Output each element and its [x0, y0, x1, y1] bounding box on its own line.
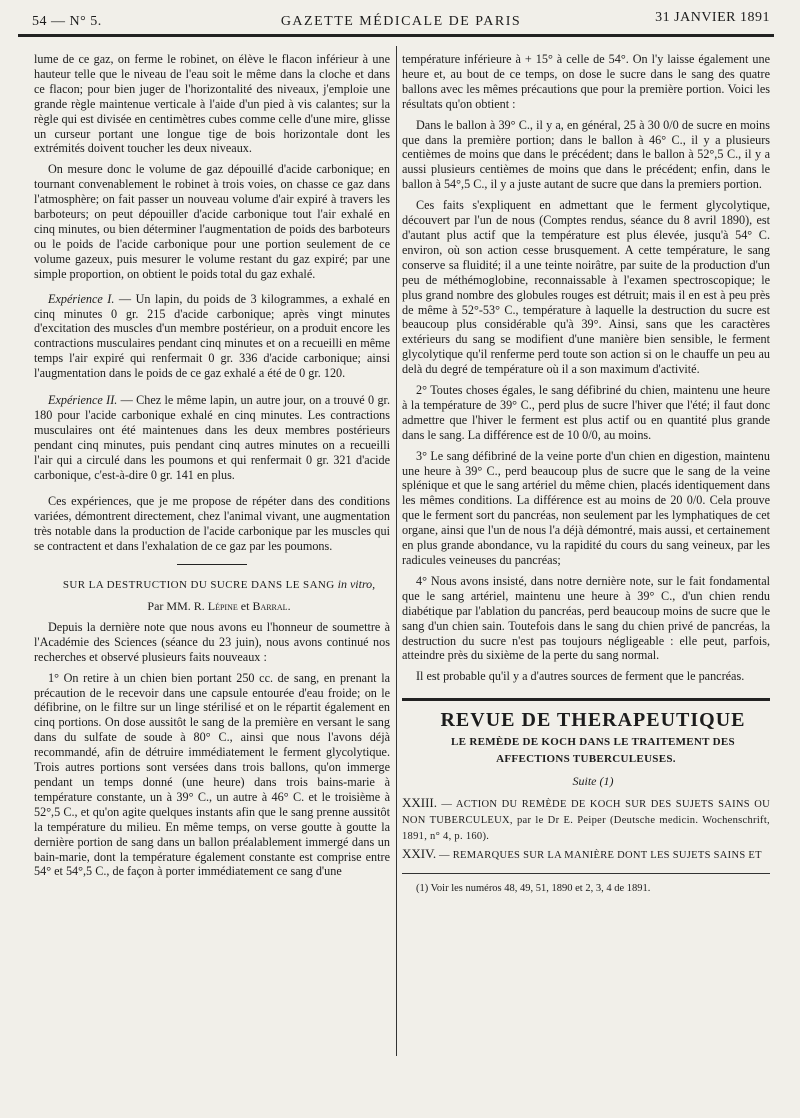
- experiment-2: [34, 393, 390, 482]
- paragraph: 2° Toutes choses égales, le sang défibriné du chien, maintenu une heure à la température de 39° C., perd plus de sucre l'hiver que l'été; il faut donc admettre que l'hiver le ferment est plus actif ou en quantité plus grande dans le sang. La différence est de 10 0/0, au moins.: [402, 383, 770, 442]
- authors: Par MM. R. Lépine et Barral.: [147, 599, 291, 613]
- paragraph: Ces expériences, que je me propose de répéter dans des conditions variées, démontrent directement, chez l'animal vivant, une augmentation très notable dans la production de l'acide carbonique par les muscles qui se contractent et dans l'exhalation de ce gaz par les poumons.: [34, 494, 390, 554]
- left-column: [34, 52, 390, 879]
- header-rule: [18, 34, 774, 37]
- paragraph: Ces faits s'expliquent en admettant que le ferment glycolytique, découvert par l'un de nous (Comptes rendus, séance du 8 avril 1890), est d'autant plus actif que la température est plus élevée, jusqu'à 54° C. environ, où son action cesse brusquement. A cette température, le sang conserve sa fluidité; il a une teinte noirâtre, par suite de la production d'un peu de méthémoglobine, reconnaissable à l'examen spectroscopique; le plus grand nombre des globules rouges est détruit; mais il en est à peu près de même à 52°-53° C., température à laquelle la destruction du sucre est beaucoup plus considérable qu'à 39°. Ainsi, sans que les caractères extérieurs du sang se modifient d'une manière bien sensible, le ferment glycolytique qu'il renferme perd toute son action si on le chauffe un peu au delà du degré de température où il a son maximum d'activité.: [402, 198, 770, 377]
- footnote: (1) Voir les numéros 48, 49, 51, 1890 et 2, 3, 4 de 1891.: [416, 883, 651, 895]
- right-column: [402, 52, 770, 897]
- paragraph: On mesure donc le volume de gaz dépouillé d'acide carbonique; en tournant convenablement le robinet à trois voies, on chasse ce gaz dans l'atmosphère; on fait passer un nouveau volume d'air expiré à travers les barboteurs; on peut dépouiller d'acide carbonique tout l'air exhalé en cinq minutes, ou bien déterminer l'augmentation de poids des barboteurs ou le poids de l'acide carbonique pour une portion seulement de ce volume gazeux, puis mesurer le volume restant du gaz expiré; par une simple proportion, on obtient le poids total du gaz exhalé.: [34, 162, 390, 281]
- experiment-label: Expérience II.: [48, 393, 118, 408]
- page-number: 54 — N° 5.: [32, 14, 102, 29]
- paragraph: 1° On retire à un chien bien portant 250 cc. de sang, en prenant la précaution de le recevoir dans une capsule entourée d'eau froide; on le défibrine, on le filtre sur un linge stérilisé et on le répartit également en cinq portions. On dose aussitôt le sang de la première en versant le sang dans du sulfate de soude à 80° C., ainsi que nous l'avons déjà recommandé, afin de détruire immédiatement le ferment glycolytique. Trois autres portions sont versées dans trois ballons, qu'on immerge pendant un temps donné (une heure) dans trois bains-marie à température constante, un à 39° C., un autre à 46° C. et le troisième à 52°,5 C., et qu'on agite quelques instants afin que le sang prenne aussitôt la température du milieu. En même temps, on verse goutte à goutte la dernière portion de sang dans un ballon préalablement immergé dans un bain-marie, dont la température également constante est comprise entre 54° et 54°,5 C., de façon à porter immédiatement ce sang d'une: [34, 670, 390, 879]
- paragraph: température inférieure à + 15° à celle de 54°. On l'y laisse également une heure et, au bout de ce temps, on dose le sucre dans le sang des quatre ballons avec les mêmes précautions que pour la première portion. Voici les résultats qu'on obtient :: [402, 52, 770, 111]
- experiment-1: [34, 292, 390, 381]
- suite-label: Suite (1): [572, 774, 614, 789]
- footnote-rule: [402, 873, 770, 874]
- issue-date: 31 JANVIER 1891: [655, 10, 770, 25]
- revue-title: REVUE DE THERAPEUTIQUE: [440, 709, 746, 732]
- experiment-label: Expérience I.: [48, 291, 115, 306]
- column-divider: [396, 46, 397, 1056]
- section-title: SUR LA DESTRUCTION DU SUCRE DANS LE SANG in vitro,: [62, 577, 376, 592]
- paragraph: Dans le ballon à 39° C., il y a, en général, 25 à 30 0/0 de sucre en moins que dans la première portion; dans le ballon à 46° C., il y a plusieurs centièmes de moins que dans le précédent; dans le ballon à 52°,5 C., il y a aussi plusieurs centièmes de moins que dans le précédent; enfin, dans le ballon à 54°,5 C., il y a juste autant de sucre que dans la premiers portion.: [402, 117, 770, 192]
- paragraph: Il est probable qu'il y a d'autres sources de ferment que le pancréas.: [416, 669, 745, 684]
- paragraph: 3° Le sang défibriné de la veine porte d'un chien en digestion, maintenu une heure à 39° C., perd beaucoup plus de sucre que le sang de la veine splénique et que le sang artériel du même chien, placés identiquement dans les mêmes conditions. La différence est au moins de 20 0/0. Cela prouve que le ferment sort du pancréas, non seulement par les lymphatiques de cet organe, ainsi que l'un de nous l'a déjà démontré, mais aussi, et certainement en plus grande abondance, vu la rapidité du cours du sang veineux, par les radicules veineuses du pancréas;: [402, 448, 770, 567]
- page-header: [32, 6, 770, 32]
- entry-xxiii: XXIII. — ACTION DU REMÈDE DE KOCH SUR DES SUJETS SAINS OU NON TUBERCULEUX, par le Dr E. Peiper (Deutsche medicin. Wochenschrift, 1891, n° 4, p. 160).: [402, 795, 770, 843]
- entry-xxiv: XXIV. — REMARQUES SUR LA MANIÈRE DONT LES SUJETS SAINS ET: [402, 846, 762, 862]
- section-divider: [177, 564, 247, 565]
- paragraph: Depuis la dernière note que nous avons eu l'honneur de soumettre à l'Académie des Sciences (séance du 23 juin), nous avons continué nos recherches et observé plusieurs faits nouveaux :: [34, 619, 390, 664]
- journal-title: GAZETTE MÉDICALE DE PARIS: [280, 14, 522, 29]
- revue-subtitle: LE REMÈDE DE KOCH DANS LE TRAITEMENT DES AFFECTIONS TUBERCULEUSES.: [451, 736, 735, 766]
- section-rule: [402, 698, 770, 701]
- experiment-text: — Chez le même lapin, un autre jour, on a trouvé 0 gr. 180 pour l'acide carbonique exhalé en cinq minutes. Les contractions musculaires ont été maintenues dans les deux membres postérieurs pendant cinq minutes, puis pendant cinq autres minutes on a recueilli l'air qui a circulé dans les poumons et qui renfermait 0 gr. 321 d'acide carbonique, c'est-à-dire 0 gr. 141 en plus.: [34, 393, 390, 482]
- experiment-text: — Un lapin, du poids de 3 kilogrammes, a exhalé en cinq minutes 0 gr. 215 d'acide carbonique; après vingt minutes d'excitation des muscles d'un membre postérieur, on a produit encore les contractions musculaires pendant cinq minutes et on a recueilli en même temps l'air expiré qui renfermait 0 gr. 336 d'acide carbonique; ainsi l'augmentation dans le poids de ce gaz exhalé a été de 0 gr. 120.: [34, 291, 390, 381]
- paragraph: lume de ce gaz, on ferme le robinet, on élève le flacon inférieur à une hauteur telle que le niveau de l'eau soit le même dans la cloche et dans ce flacon; pour bien juger de l'horizontalité des niveaux, j'emploie une grande règle maintenue verticale à l'aide d'un pied à vis calantes; sur la règle qui est divisée en centimètres cubes comme celle d'une mire, glisse un curseur portant une longue tige de bois horizontale dont les extrémités doivent toucher les deux niveaux.: [34, 52, 390, 156]
- paragraph: 4° Nous avons insisté, dans notre dernière note, sur le fait fondamental que le sang artériel, maintenu une heure à 39° C., d'un chien rendu diabétique par l'ablation du pancréas, perd beaucoup moins de sucre que le sang d'un chien sain. Toutefois dans le sang du chien privé de pancréas, la destruction du sucre n'est pas toujours négligeable : elle peut, parfois, atteindre près du sixième de la perte du sang normal.: [402, 573, 770, 663]
